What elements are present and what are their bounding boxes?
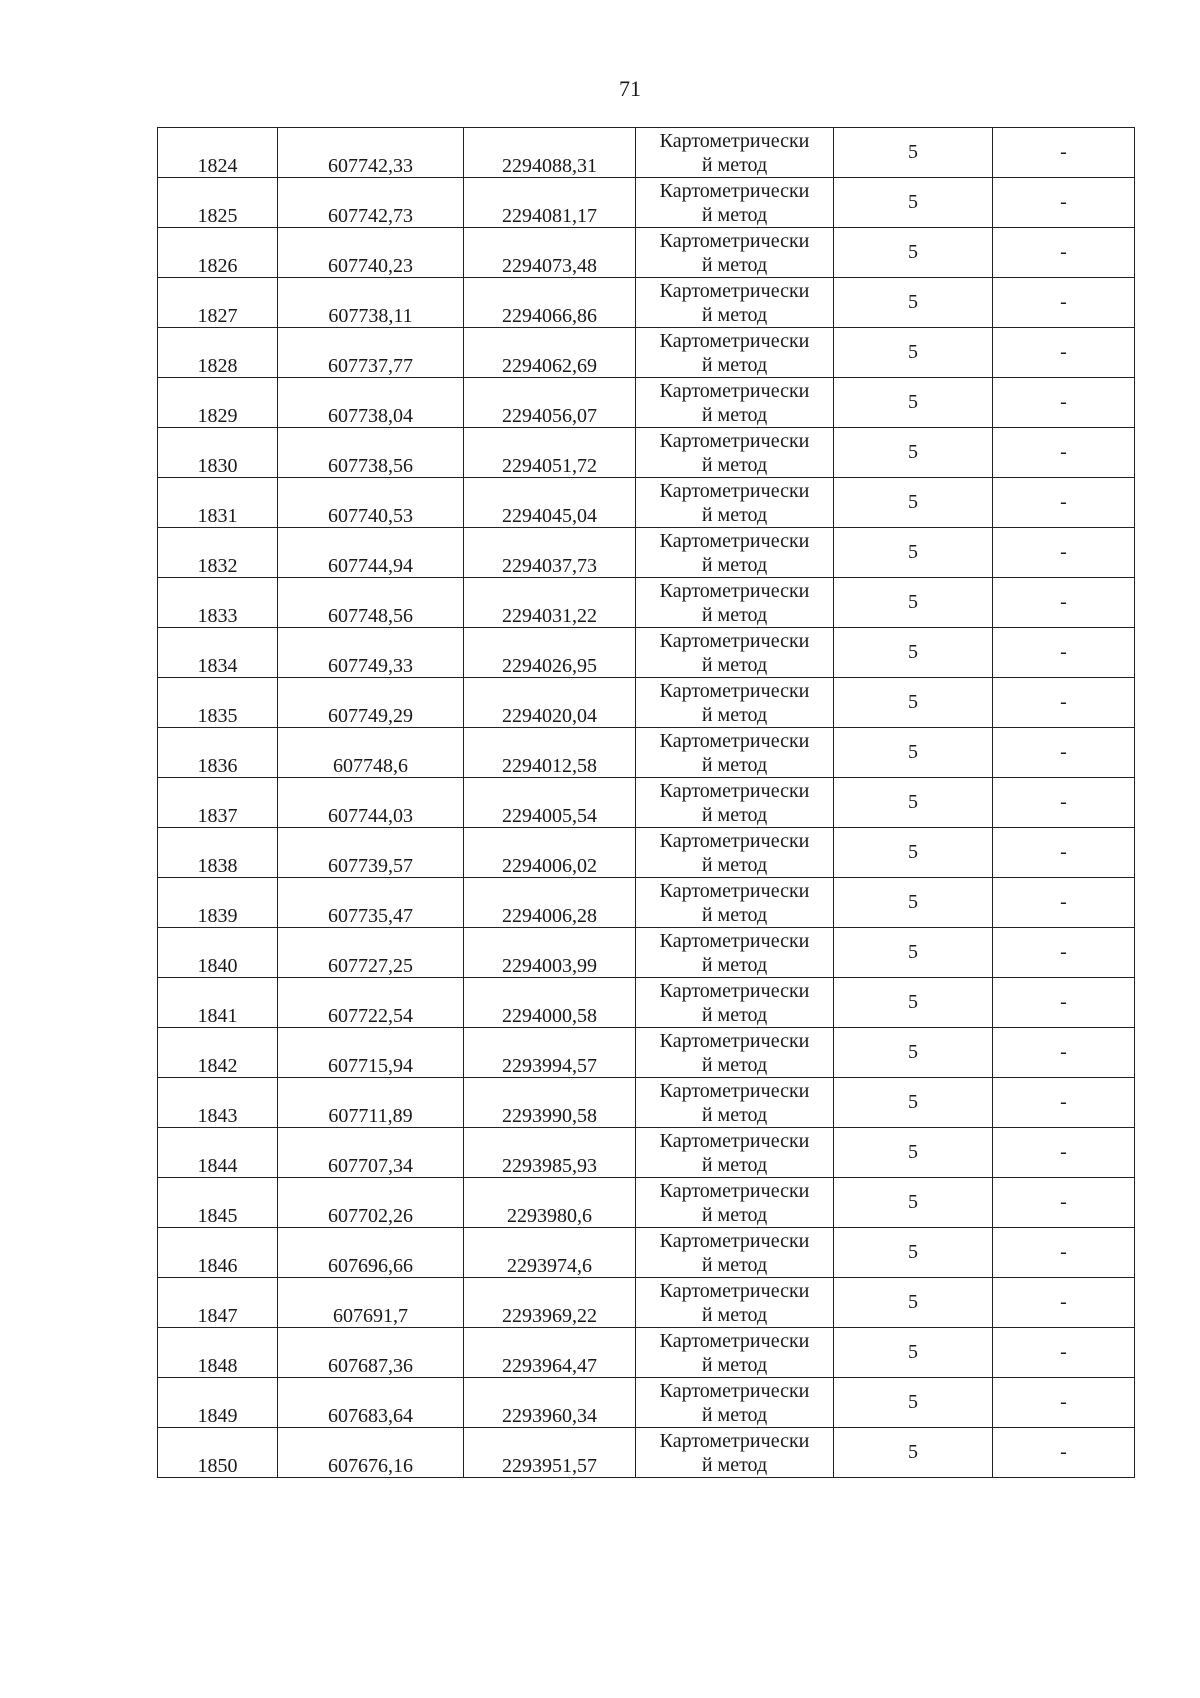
method-text-line1: Картометрически — [659, 1029, 810, 1052]
method-cell — [636, 128, 834, 178]
note-cell: - — [993, 928, 1135, 978]
table-row — [158, 178, 1135, 228]
method-text-line2: й метод — [701, 1053, 768, 1076]
point-number-cell: 1849 — [158, 1378, 278, 1428]
y-coordinate-cell: 2294031,22 — [464, 578, 636, 628]
table-row — [158, 628, 1135, 678]
x-coordinate-cell: 607739,57 — [278, 828, 464, 878]
y-coordinate-cell: 2293964,47 — [464, 1328, 636, 1378]
table-row — [158, 878, 1135, 928]
method-cell — [636, 628, 834, 678]
x-coordinate-cell: 607722,54 — [278, 978, 464, 1028]
accuracy-cell: 5 — [834, 128, 993, 178]
accuracy-cell: 5 — [834, 378, 993, 428]
method-cell — [636, 1028, 834, 1078]
note-cell: - — [993, 1428, 1135, 1478]
method-cell — [636, 978, 834, 1028]
method-text-line1: Картометрически — [659, 1429, 810, 1452]
point-number-cell: 1836 — [158, 728, 278, 778]
accuracy-cell: 5 — [834, 278, 993, 328]
point-number-cell: 1833 — [158, 578, 278, 628]
point-number-cell: 1826 — [158, 228, 278, 278]
point-number-cell: 1850 — [158, 1428, 278, 1478]
table-row — [158, 1228, 1135, 1278]
note-cell: - — [993, 278, 1135, 328]
method-text-line1: Картометрически — [659, 879, 810, 902]
accuracy-cell: 5 — [834, 1028, 993, 1078]
point-number-cell: 1842 — [158, 1028, 278, 1078]
method-text-line1: Картометрически — [659, 1129, 810, 1152]
method-text-line1: Картометрически — [659, 479, 810, 502]
method-text-line2: й метод — [701, 1103, 768, 1126]
point-number-cell: 1840 — [158, 928, 278, 978]
method-cell — [636, 928, 834, 978]
note-cell: - — [993, 378, 1135, 428]
method-text-line2: й метод — [701, 753, 768, 776]
point-number-cell: 1824 — [158, 128, 278, 178]
method-text-line2: й метод — [701, 153, 768, 176]
accuracy-cell: 5 — [834, 1278, 993, 1328]
method-cell — [636, 278, 834, 328]
x-coordinate-cell: 607687,36 — [278, 1328, 464, 1378]
x-coordinate-cell: 607727,25 — [278, 928, 464, 978]
x-coordinate-cell: 607744,94 — [278, 528, 464, 578]
x-coordinate-cell: 607735,47 — [278, 878, 464, 928]
point-number-cell: 1827 — [158, 278, 278, 328]
y-coordinate-cell: 2294020,04 — [464, 678, 636, 728]
x-coordinate-cell: 607738,04 — [278, 378, 464, 428]
method-text-line1: Картометрически — [659, 729, 810, 752]
method-text-line2: й метод — [701, 1453, 768, 1476]
method-cell — [636, 878, 834, 928]
method-cell — [636, 1328, 834, 1378]
table-row — [158, 728, 1135, 778]
method-text-line1: Картометрически — [659, 979, 810, 1002]
method-text-line1: Картометрически — [659, 1379, 810, 1402]
y-coordinate-cell: 2294056,07 — [464, 378, 636, 428]
table-row — [158, 1378, 1135, 1428]
note-cell: - — [993, 678, 1135, 728]
method-text-line1: Картометрически — [659, 1229, 810, 1252]
y-coordinate-cell: 2294012,58 — [464, 728, 636, 778]
x-coordinate-cell: 607738,11 — [278, 278, 464, 328]
table-row — [158, 328, 1135, 378]
point-number-cell: 1825 — [158, 178, 278, 228]
x-coordinate-cell: 607742,73 — [278, 178, 464, 228]
note-cell: - — [993, 178, 1135, 228]
method-cell — [636, 1178, 834, 1228]
method-text-line1: Картометрически — [659, 379, 810, 402]
method-text-line1: Картометрически — [659, 329, 810, 352]
note-cell: - — [993, 528, 1135, 578]
y-coordinate-cell: 2294006,28 — [464, 878, 636, 928]
accuracy-cell: 5 — [834, 1428, 993, 1478]
point-number-cell: 1828 — [158, 328, 278, 378]
accuracy-cell: 5 — [834, 678, 993, 728]
note-cell: - — [993, 728, 1135, 778]
method-text-line2: й метод — [701, 1403, 768, 1426]
accuracy-cell: 5 — [834, 1378, 993, 1428]
x-coordinate-cell: 607707,34 — [278, 1128, 464, 1178]
x-coordinate-cell: 607740,53 — [278, 478, 464, 528]
accuracy-cell: 5 — [834, 228, 993, 278]
table-row — [158, 1178, 1135, 1228]
y-coordinate-cell: 2294088,31 — [464, 128, 636, 178]
accuracy-cell: 5 — [834, 1078, 993, 1128]
accuracy-cell: 5 — [834, 728, 993, 778]
note-cell: - — [993, 478, 1135, 528]
method-cell — [636, 1378, 834, 1428]
note-cell: - — [993, 1278, 1135, 1328]
method-text-line2: й метод — [701, 1203, 768, 1226]
accuracy-cell: 5 — [834, 778, 993, 828]
table-row — [158, 578, 1135, 628]
note-cell: - — [993, 578, 1135, 628]
method-text-line2: й метод — [701, 403, 768, 426]
y-coordinate-cell: 2294066,86 — [464, 278, 636, 328]
table-row — [158, 428, 1135, 478]
method-text-line2: й метод — [701, 503, 768, 526]
note-cell: - — [993, 228, 1135, 278]
note-cell: - — [993, 1178, 1135, 1228]
method-text-line2: й метод — [701, 1303, 768, 1326]
y-coordinate-cell: 2293974,6 — [464, 1228, 636, 1278]
method-cell — [636, 1278, 834, 1328]
method-cell — [636, 378, 834, 428]
method-text-line2: й метод — [701, 1253, 768, 1276]
method-text-line1: Картометрически — [659, 1329, 810, 1352]
accuracy-cell: 5 — [834, 478, 993, 528]
table-row — [158, 828, 1135, 878]
note-cell: - — [993, 1378, 1135, 1428]
method-cell — [636, 678, 834, 728]
method-text-line2: й метод — [701, 853, 768, 876]
y-coordinate-cell: 2293985,93 — [464, 1128, 636, 1178]
method-cell — [636, 328, 834, 378]
method-cell — [636, 1128, 834, 1178]
table-row — [158, 478, 1135, 528]
method-cell — [636, 778, 834, 828]
x-coordinate-cell: 607737,77 — [278, 328, 464, 378]
method-cell — [636, 1428, 834, 1478]
x-coordinate-cell: 607748,56 — [278, 578, 464, 628]
y-coordinate-cell: 2293980,6 — [464, 1178, 636, 1228]
point-number-cell: 1839 — [158, 878, 278, 928]
note-cell: - — [993, 1028, 1135, 1078]
point-number-cell: 1848 — [158, 1328, 278, 1378]
x-coordinate-cell: 607711,89 — [278, 1078, 464, 1128]
point-number-cell: 1843 — [158, 1078, 278, 1128]
x-coordinate-cell: 607683,64 — [278, 1378, 464, 1428]
method-text-line1: Картометрически — [659, 229, 810, 252]
point-number-cell: 1835 — [158, 678, 278, 728]
x-coordinate-cell: 607715,94 — [278, 1028, 464, 1078]
x-coordinate-cell: 607742,33 — [278, 128, 464, 178]
y-coordinate-cell: 2294006,02 — [464, 828, 636, 878]
point-number-cell: 1829 — [158, 378, 278, 428]
method-text-line1: Картометрически — [659, 829, 810, 852]
method-text-line1: Картометрически — [659, 179, 810, 202]
method-text-line1: Картометрически — [659, 1079, 810, 1102]
table-row — [158, 1028, 1135, 1078]
x-coordinate-cell: 607696,66 — [278, 1228, 464, 1278]
note-cell: - — [993, 978, 1135, 1028]
table-row — [158, 1328, 1135, 1378]
point-number-cell: 1837 — [158, 778, 278, 828]
x-coordinate-cell: 607744,03 — [278, 778, 464, 828]
y-coordinate-cell: 2294005,54 — [464, 778, 636, 828]
note-cell: - — [993, 1228, 1135, 1278]
method-text-line1: Картометрически — [659, 429, 810, 452]
method-text-line2: й метод — [701, 703, 768, 726]
accuracy-cell: 5 — [834, 178, 993, 228]
point-number-cell: 1834 — [158, 628, 278, 678]
x-coordinate-cell: 607738,56 — [278, 428, 464, 478]
method-text-line1: Картометрически — [659, 929, 810, 952]
method-text-line2: й метод — [701, 1353, 768, 1376]
point-number-cell: 1846 — [158, 1228, 278, 1278]
y-coordinate-cell: 2294073,48 — [464, 228, 636, 278]
table-row — [158, 928, 1135, 978]
y-coordinate-cell: 2294003,99 — [464, 928, 636, 978]
method-cell — [636, 828, 834, 878]
table-row — [158, 128, 1135, 178]
coordinates-table-body — [158, 128, 1135, 1478]
method-cell — [636, 428, 834, 478]
table-row — [158, 1278, 1135, 1328]
method-text-line1: Картометрически — [659, 579, 810, 602]
method-text-line2: й метод — [701, 1003, 768, 1026]
method-text-line2: й метод — [701, 803, 768, 826]
table-row — [158, 378, 1135, 428]
accuracy-cell: 5 — [834, 1128, 993, 1178]
method-text-line1: Картометрически — [659, 1279, 810, 1302]
y-coordinate-cell: 2293990,58 — [464, 1078, 636, 1128]
y-coordinate-cell: 2294045,04 — [464, 478, 636, 528]
x-coordinate-cell: 607691,7 — [278, 1278, 464, 1328]
point-number-cell: 1831 — [158, 478, 278, 528]
method-text-line2: й метод — [701, 353, 768, 376]
method-text-line1: Картометрически — [659, 679, 810, 702]
accuracy-cell: 5 — [834, 1178, 993, 1228]
accuracy-cell: 5 — [834, 1228, 993, 1278]
point-number-cell: 1838 — [158, 828, 278, 878]
note-cell: - — [993, 828, 1135, 878]
accuracy-cell: 5 — [834, 878, 993, 928]
table-row — [158, 1128, 1135, 1178]
point-number-cell: 1844 — [158, 1128, 278, 1178]
accuracy-cell: 5 — [834, 528, 993, 578]
point-number-cell: 1830 — [158, 428, 278, 478]
table-row — [158, 228, 1135, 278]
table-row — [158, 978, 1135, 1028]
method-cell — [636, 1228, 834, 1278]
method-cell — [636, 228, 834, 278]
method-cell — [636, 728, 834, 778]
note-cell: - — [993, 328, 1135, 378]
method-text-line2: й метод — [701, 553, 768, 576]
method-text-line2: й метод — [701, 303, 768, 326]
accuracy-cell: 5 — [834, 578, 993, 628]
method-text-line1: Картометрически — [659, 529, 810, 552]
point-number-cell: 1845 — [158, 1178, 278, 1228]
method-text-line2: й метод — [701, 953, 768, 976]
method-text-line1: Картометрически — [659, 129, 810, 152]
method-cell — [636, 578, 834, 628]
y-coordinate-cell: 2293969,22 — [464, 1278, 636, 1328]
note-cell: - — [993, 428, 1135, 478]
y-coordinate-cell: 2293951,57 — [464, 1428, 636, 1478]
y-coordinate-cell: 2294062,69 — [464, 328, 636, 378]
method-text-line2: й метод — [701, 203, 768, 226]
accuracy-cell: 5 — [834, 628, 993, 678]
coordinates-table — [157, 127, 1135, 1478]
x-coordinate-cell: 607740,23 — [278, 228, 464, 278]
note-cell: - — [993, 1078, 1135, 1128]
table-row — [158, 678, 1135, 728]
method-cell — [636, 1078, 834, 1128]
note-cell: - — [993, 878, 1135, 928]
method-cell — [636, 178, 834, 228]
note-cell: - — [993, 1328, 1135, 1378]
y-coordinate-cell: 2294081,17 — [464, 178, 636, 228]
y-coordinate-cell: 2294026,95 — [464, 628, 636, 678]
method-text-line2: й метод — [701, 1153, 768, 1176]
y-coordinate-cell: 2294037,73 — [464, 528, 636, 578]
note-cell: - — [993, 628, 1135, 678]
accuracy-cell: 5 — [834, 1328, 993, 1378]
method-text-line2: й метод — [701, 903, 768, 926]
table-row — [158, 778, 1135, 828]
method-text-line1: Картометрически — [659, 279, 810, 302]
method-text-line2: й метод — [701, 603, 768, 626]
point-number-cell: 1841 — [158, 978, 278, 1028]
x-coordinate-cell: 607676,16 — [278, 1428, 464, 1478]
note-cell: - — [993, 128, 1135, 178]
method-text-line2: й метод — [701, 653, 768, 676]
table-row — [158, 1428, 1135, 1478]
x-coordinate-cell: 607702,26 — [278, 1178, 464, 1228]
point-number-cell: 1832 — [158, 528, 278, 578]
table-row — [158, 1078, 1135, 1128]
page-number: 71 — [619, 76, 641, 101]
y-coordinate-cell: 2294000,58 — [464, 978, 636, 1028]
point-number-cell: 1847 — [158, 1278, 278, 1328]
table-row — [158, 278, 1135, 328]
method-cell — [636, 528, 834, 578]
accuracy-cell: 5 — [834, 828, 993, 878]
accuracy-cell: 5 — [834, 328, 993, 378]
note-cell: - — [993, 778, 1135, 828]
method-text-line1: Картометрически — [659, 779, 810, 802]
method-text-line2: й метод — [701, 453, 768, 476]
method-text-line2: й метод — [701, 253, 768, 276]
table-row — [158, 528, 1135, 578]
note-cell: - — [993, 1128, 1135, 1178]
y-coordinate-cell: 2294051,72 — [464, 428, 636, 478]
method-text-line1: Картометрически — [659, 1179, 810, 1202]
x-coordinate-cell: 607749,33 — [278, 628, 464, 678]
accuracy-cell: 5 — [834, 428, 993, 478]
accuracy-cell: 5 — [834, 978, 993, 1028]
x-coordinate-cell: 607749,29 — [278, 678, 464, 728]
y-coordinate-cell: 2293960,34 — [464, 1378, 636, 1428]
accuracy-cell: 5 — [834, 928, 993, 978]
y-coordinate-cell: 2293994,57 — [464, 1028, 636, 1078]
method-text-line1: Картометрически — [659, 629, 810, 652]
method-cell — [636, 478, 834, 528]
x-coordinate-cell: 607748,6 — [278, 728, 464, 778]
